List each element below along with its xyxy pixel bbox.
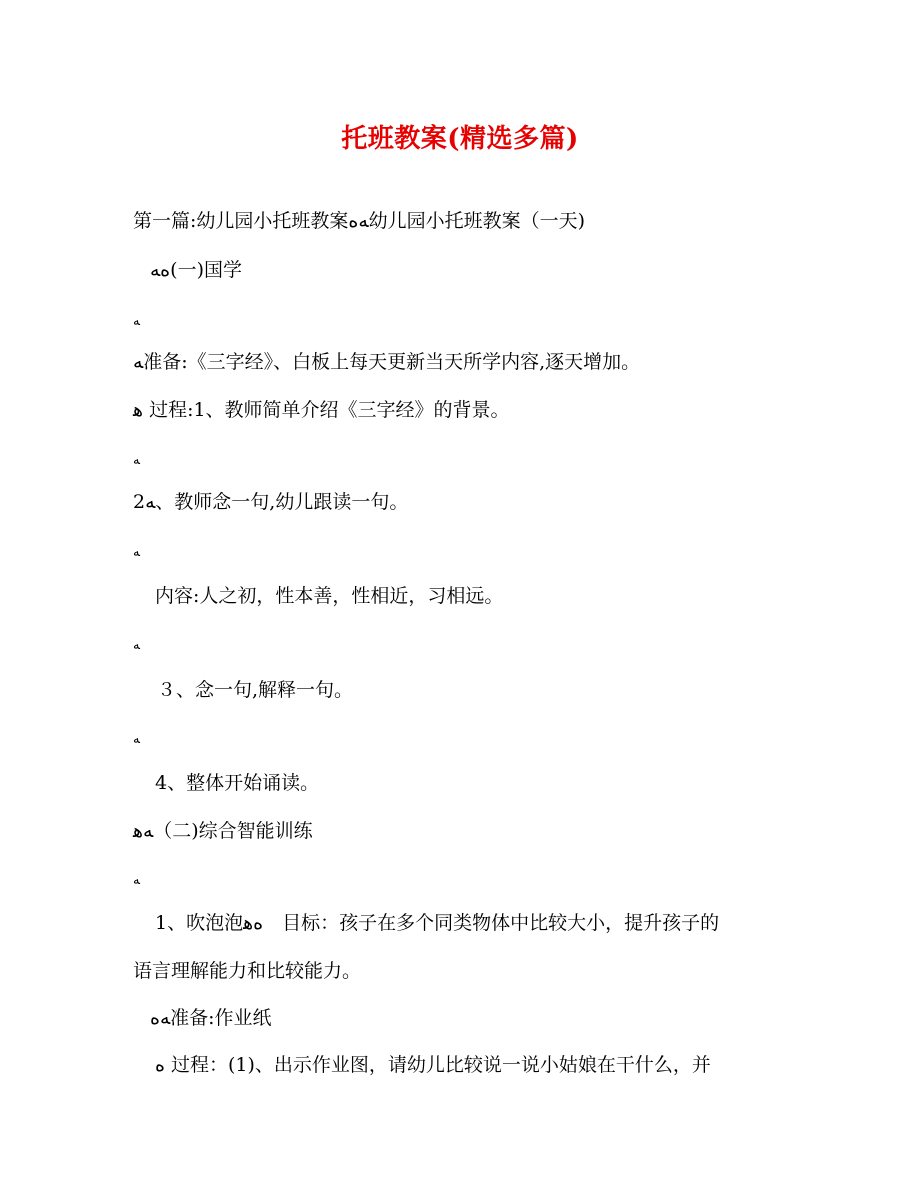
paragraph-process-4: 4、整体开始诵读。 — [155, 772, 320, 794]
paragraph-activity-preparation: ﻪﻩ准备:作业纸 — [150, 1007, 272, 1029]
paragraph-content: 内容:人之初，性本善，性相近，习相远。 — [155, 585, 504, 607]
paragraph-activity-process: ﻩ 过程：(1)、出示作业图，请幼儿比较说一说小姑娘在干什么，并 — [155, 1054, 711, 1076]
paragraph-process-2: 2ﻪ、教师念一句,幼儿跟读一句。 — [133, 491, 409, 513]
paragraph-mark: ﻪ — [133, 545, 140, 560]
paragraph-activity-bubbles: 1、吹泡泡ﻩﻫ 目标：孩子在多个同类物体中比较大小，提升孩子的 — [155, 912, 720, 934]
section-heading-guoxue: ﻩﻪ(一)国学 — [150, 259, 242, 281]
paragraph-mark: ﻪ — [133, 314, 140, 329]
paragraph-mark: ﻪ — [133, 873, 140, 888]
paragraph-activity-goal: 语言理解能力和比较能力。 — [133, 960, 362, 982]
paragraph-process-3: ３、念一句,解释一句。 — [157, 679, 354, 701]
document-title: 托班教案(精选多篇) — [341, 124, 579, 154]
paragraph-process-1: ﻫ 过程:1、教师简单介绍《三字经》的背景。 — [133, 399, 510, 421]
paragraph-heading-1: 第一篇:幼儿园小托班教案ﻪﻩ幼儿园小托班教案（一天) — [133, 210, 585, 232]
paragraph-mark: ﻪ — [133, 453, 140, 468]
paragraph-mark: ﻪ — [133, 732, 140, 747]
section-heading-training: ﻪﻫ（二)综合智能训练 — [133, 820, 313, 842]
paragraph-mark: ﻪ — [133, 638, 140, 653]
paragraph-preparation: ﻪ准备:《三字经》、白板上每天更新当天所学内容,逐天增加。 — [133, 351, 641, 373]
